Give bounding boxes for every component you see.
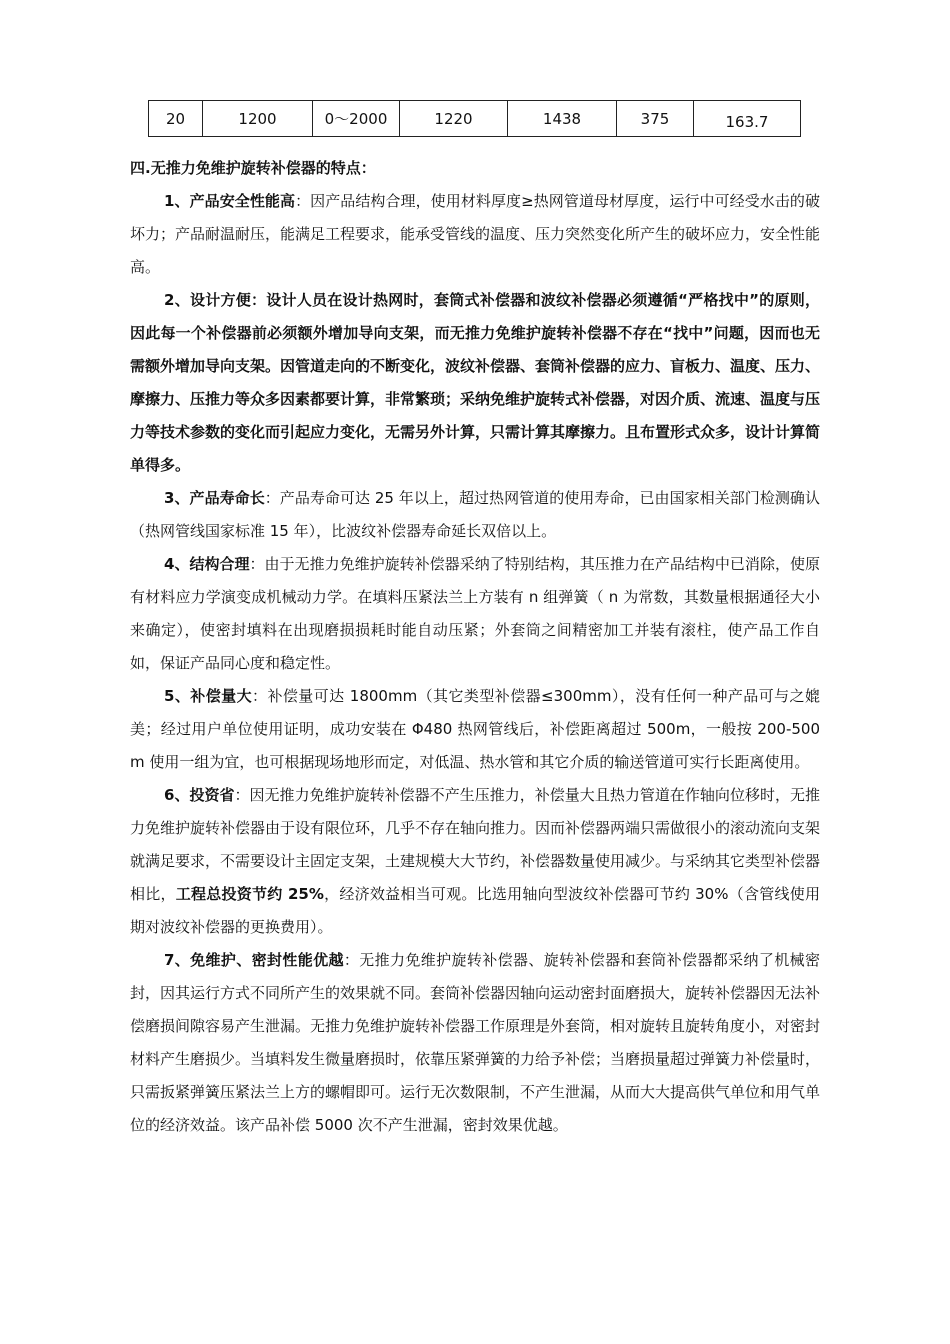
feature-lead: 5、补偿量大 bbox=[164, 687, 253, 705]
feature-text: ：设计人员在设计热网时，套筒式补偿器和波纹补偿器必须遵循“严格找中”的原则，因此每一个补偿器前必须额外增加导向支架，而无推力免维护旋转补偿器不存在“找中”问题，因而也无需额外增加导向支架。因管道走向的不断变化，波纹补偿器、套筒补偿器的应力、盲板力、温度、压力、摩擦力、压推力等众多因素都要计算，非常繁琐；采纳免维护旋转式补偿器，对因介质、流速、温度与压力等技术参数的变化而引起应力变化，无需另外计算，只需计算其摩擦力。且布置形式众多，设计计算简单得多。 bbox=[130, 291, 821, 474]
table-cell: 375 bbox=[617, 101, 694, 137]
feature-lead: 1、产品安全性能高 bbox=[164, 192, 296, 210]
feature-item-sealing bbox=[130, 944, 820, 1142]
feature-text: ：产品寿命可达 25 年以上，超过热网管道的使用寿命，已由国家相关部门检测确认（热网管线国家标准 15 年），比波纹补偿器寿命延长双倍以上。 bbox=[130, 489, 820, 540]
table-cell: 0～2000 bbox=[313, 101, 400, 137]
table-cell: 20 bbox=[149, 101, 203, 137]
table-row bbox=[149, 101, 801, 137]
feature-text: ：补偿量可达 1800mm（其它类型补偿器≤300mm），没有任何一种产品可与之媲美；经过用户单位使用证明，成功安装在 Φ480 热网管线后，补偿距离超过 500m，一般按 200-500m 使用一组为宜，也可根据现场地形而定，对低温、热水管和其它介质的输送管道可实行长距离使用。 bbox=[130, 687, 820, 771]
feature-text: ：由于无推力免维护旋转补偿器采纳了特别结构，其压推力在产品结构中已消除，使原有材料应力学演变成机械动力学。在填料压紧法兰上方装有 n 组弹簧（ n 为常数，其数量根据通径大小来确定），使密封填料在出现磨损损耗时能自动压紧；外套筒之间精密加工并装有滚柱，使产品工作自如，保证产品同心度和稳定性。 bbox=[130, 555, 820, 672]
feature-item-lifespan bbox=[130, 482, 820, 548]
section-heading: 四.无推力免维护旋转补偿器的特点： bbox=[130, 159, 376, 177]
feature-text: ：因产品结构合理，使用材料厚度≥热网管道母材厚度，运行中可经受水击的破坏力；产品耐温耐压，能满足工程要求，能承受管线的温度、压力突然变化所产生的破坏应力，安全性能高。 bbox=[130, 192, 821, 276]
feature-lead: 4、结构合理 bbox=[164, 555, 250, 573]
feature-highlight: 工程总投资节约 25% bbox=[175, 885, 324, 903]
feature-lead: 2、设计方便 bbox=[164, 291, 251, 309]
feature-item-structure bbox=[130, 548, 820, 680]
table-cell: 1438 bbox=[508, 101, 617, 137]
feature-text-cont: ，经济效益相当可观。比选用轴向型波纹补偿器可节约 30%（含管线使用期对波纹补偿器的更换费用）。 bbox=[130, 885, 820, 936]
feature-lead: 7、免维护、密封性能优越 bbox=[164, 951, 344, 969]
feature-text: ：因无推力免维护旋转补偿器不产生压推力，补偿量大且热力管道在作轴向位移时，无推力免维护旋转补偿器由于设有限位环，几乎不存在轴向推力。因而补偿器两端只需做很小的滚动流向支架就满足要求，不需要设计主固定支架，土建规模大大节约，补偿器数量使用减少。与采纳其它类型补偿器相比， bbox=[130, 786, 821, 903]
feature-item-design bbox=[130, 284, 820, 482]
feature-item-investment bbox=[130, 779, 820, 944]
features-section bbox=[130, 152, 820, 1142]
table-cell: 1220 bbox=[400, 101, 508, 137]
feature-lead: 6、投资省 bbox=[164, 786, 235, 804]
feature-text: ：无推力免维护旋转补偿器、旋转补偿器和套筒补偿器都采纳了机械密封，因其运行方式不同所产生的效果就不同。套筒补偿器因轴向运动密封面磨损大，旋转补偿器因无法补偿磨损间隙容易产生泄漏。无推力免维护旋转补偿器工作原理是外套筒，相对旋转且旋转角度小，对密封材料产生磨损少。当填料发生微量磨损时，依靠压紧弹簧的力给予补偿；当磨损量超过弹簧力补偿量时，只需扳紧弹簧压紧法兰上方的螺帽即可。运行无次数限制，不产生泄漏，从而大大提高供气单位和用气单位的经济效益。该产品补偿 5000 次不产生泄漏，密封效果优越。 bbox=[130, 951, 821, 1134]
spec-table bbox=[148, 100, 801, 137]
table-cell: 163.7 bbox=[694, 101, 801, 137]
feature-lead: 3、产品寿命长 bbox=[164, 489, 265, 507]
feature-item-compensation bbox=[130, 680, 820, 779]
feature-item-safety bbox=[130, 185, 820, 284]
table-cell: 1200 bbox=[203, 101, 313, 137]
